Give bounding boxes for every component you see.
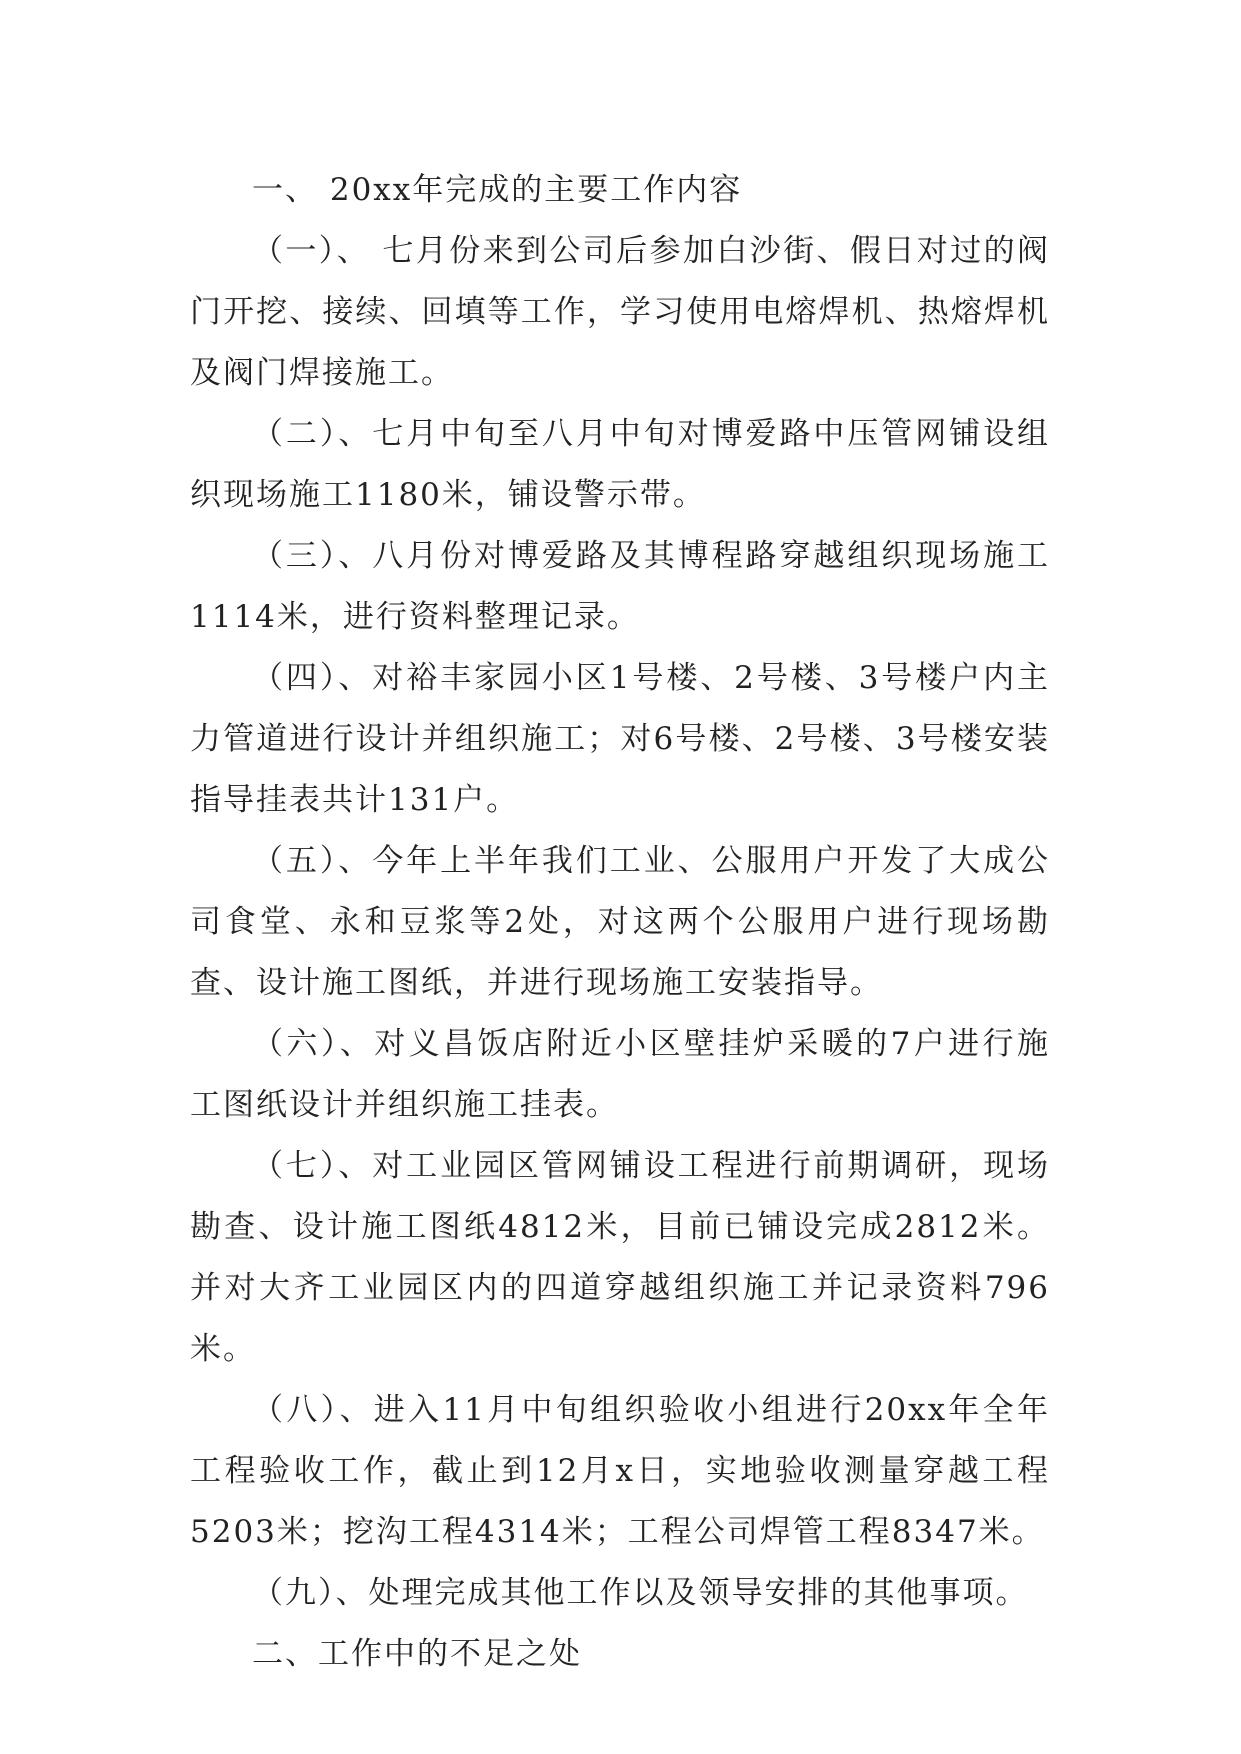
work-item-7: （七）、对工业园区管网铺设工程进行前期调研，现场勘查、设计施工图纸4812米，目前已铺设完成2812米。并对大齐工业园区内的四道穿越组织施工并记录资料796米。 <box>190 1148 1050 1367</box>
work-item-8: （八）、进入11月中旬组织验收小组进行20xx年全年工程验收工作，截止到12月x日，实地验收测量穿越工程5203米；挖沟工程4314米；工程公司焊管工程8347米。 <box>190 1392 1050 1550</box>
document-body <box>190 160 1050 1685</box>
work-item-5: （五）、今年上半年我们工业、公服用户开发了大成公司食堂、永和豆浆等2处，对这两个公服用户进行现场勘查、设计施工图纸，并进行现场施工安装指导。 <box>190 843 1050 1001</box>
work-item-4: （四）、对裕丰家园小区1号楼、2号楼、3号楼户内主力管道进行设计并组织施工；对6号楼、2号楼、3号楼安装指导挂表共计131户。 <box>190 660 1050 818</box>
section-heading-1: 一、 20xx年完成的主要工作内容 <box>252 172 743 208</box>
section-heading-2: 二、工作中的不足之处 <box>252 1636 582 1672</box>
work-item-1: （一）、 七月份来到公司后参加白沙街、假日对过的阀门开挖、接续、回填等工作，学习使用电熔焊机、热熔焊机及阀门焊接施工。 <box>190 233 1050 391</box>
work-item-3: （三）、八月份对博爱路及其博程路穿越组织现场施工1114米，进行资料整理记录。 <box>190 538 1050 635</box>
work-item-2: （二）、七月中旬至八月中旬对博爱路中压管网铺设组织现场施工1180米，铺设警示带。 <box>190 416 1050 513</box>
work-item-9: （九）、处理完成其他工作以及领导安排的其他事项。 <box>252 1575 1029 1611</box>
work-item-6: （六）、对义昌饭店附近小区壁挂炉采暖的7户进行施工图纸设计并组织施工挂表。 <box>190 1026 1050 1123</box>
